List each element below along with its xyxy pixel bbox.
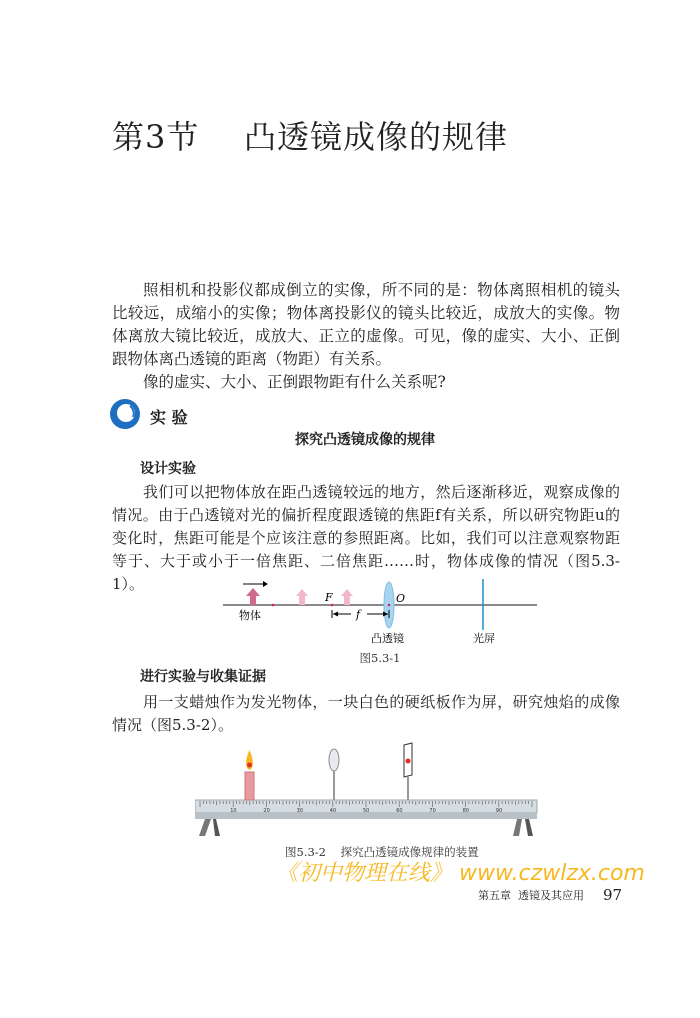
screen-label: 光屏 — [473, 632, 495, 645]
ruler-label: 60 — [396, 808, 403, 814]
lens-label: 凸透镜 — [371, 632, 404, 645]
lens-holder — [329, 749, 339, 771]
center-label: O — [396, 592, 406, 605]
watermark: 《初中物理在线》 www.czwlzx.com — [276, 861, 645, 886]
experiment-label: 实 验 — [150, 408, 188, 427]
ruler-label: 50 — [363, 808, 370, 814]
ruler-label: 90 — [495, 808, 503, 814]
ruler-label: 70 — [429, 808, 436, 814]
ruler-label: 80 — [462, 808, 469, 814]
intro-paragraph: 照相机和投影仪都成倒立的实像，所不同的是：物体离照相机的镜头比较远，成缩小的实像；物体离投影仪的镜头比较近，成放大的实像。物体离放大镜比较近，成放大、正立的虚像。可见，像的虚实、大小、正倒跟物体离凸透镜的距离（物距）有关系。 — [112, 281, 620, 368]
experiment-title: 探究凸透镜成像的规律 — [295, 432, 435, 448]
intro-text — [112, 279, 620, 394]
conduct-heading: 进行实验与收集证据 — [140, 669, 266, 685]
ruler-label: 10 — [230, 808, 237, 814]
object-arrow — [246, 588, 260, 605]
conduct-text — [112, 691, 620, 737]
design-heading: 设计实验 — [140, 461, 196, 477]
ruler-label: 40 — [329, 808, 337, 814]
design-paragraph: 我们可以把物体放在距凸透镜较远的地方，然后逐渐移近，观察成像的情况。由于凸透镜对光的偏折程度跟透镜的焦距f有关系，所以研究物距u的变化时，焦距可能是个应该注意的参照距离。比如，我们可以注意观察物距等于、大于或小于一倍焦距、二倍焦距……时，物体成像的情况（图5.3-1）。 — [112, 483, 620, 593]
ruler-label: 30 — [296, 808, 303, 814]
object-label: 物体 — [239, 609, 261, 622]
experiment-icon — [109, 398, 143, 432]
figure-5-3-2 — [195, 740, 540, 838]
focal-length-label: f — [356, 608, 361, 621]
footer-chapter: 第五章 透镜及其应用 — [478, 889, 584, 902]
section-title: 第3节 凸透镜成像的规律 — [112, 118, 509, 156]
candle — [245, 772, 254, 800]
intro-question: 像的虚实、大小、正倒跟物距有什么关系呢? — [143, 373, 446, 391]
figure-1-caption: 图5.3-1 — [359, 651, 401, 665]
conduct-paragraph: 用一支蜡烛作为发光物体，一块白色的硬纸板作为屏，研究烛焰的成像情况（图5.3-2）。 — [112, 693, 620, 734]
figure-2-caption: 图5.3-2 探究凸透镜成像规律的装置 — [285, 845, 479, 859]
focus-label: F — [325, 591, 333, 604]
page-number: 97 — [603, 886, 623, 904]
ruler-label: 20 — [263, 808, 270, 814]
figure-5-3-1 — [215, 578, 545, 650]
